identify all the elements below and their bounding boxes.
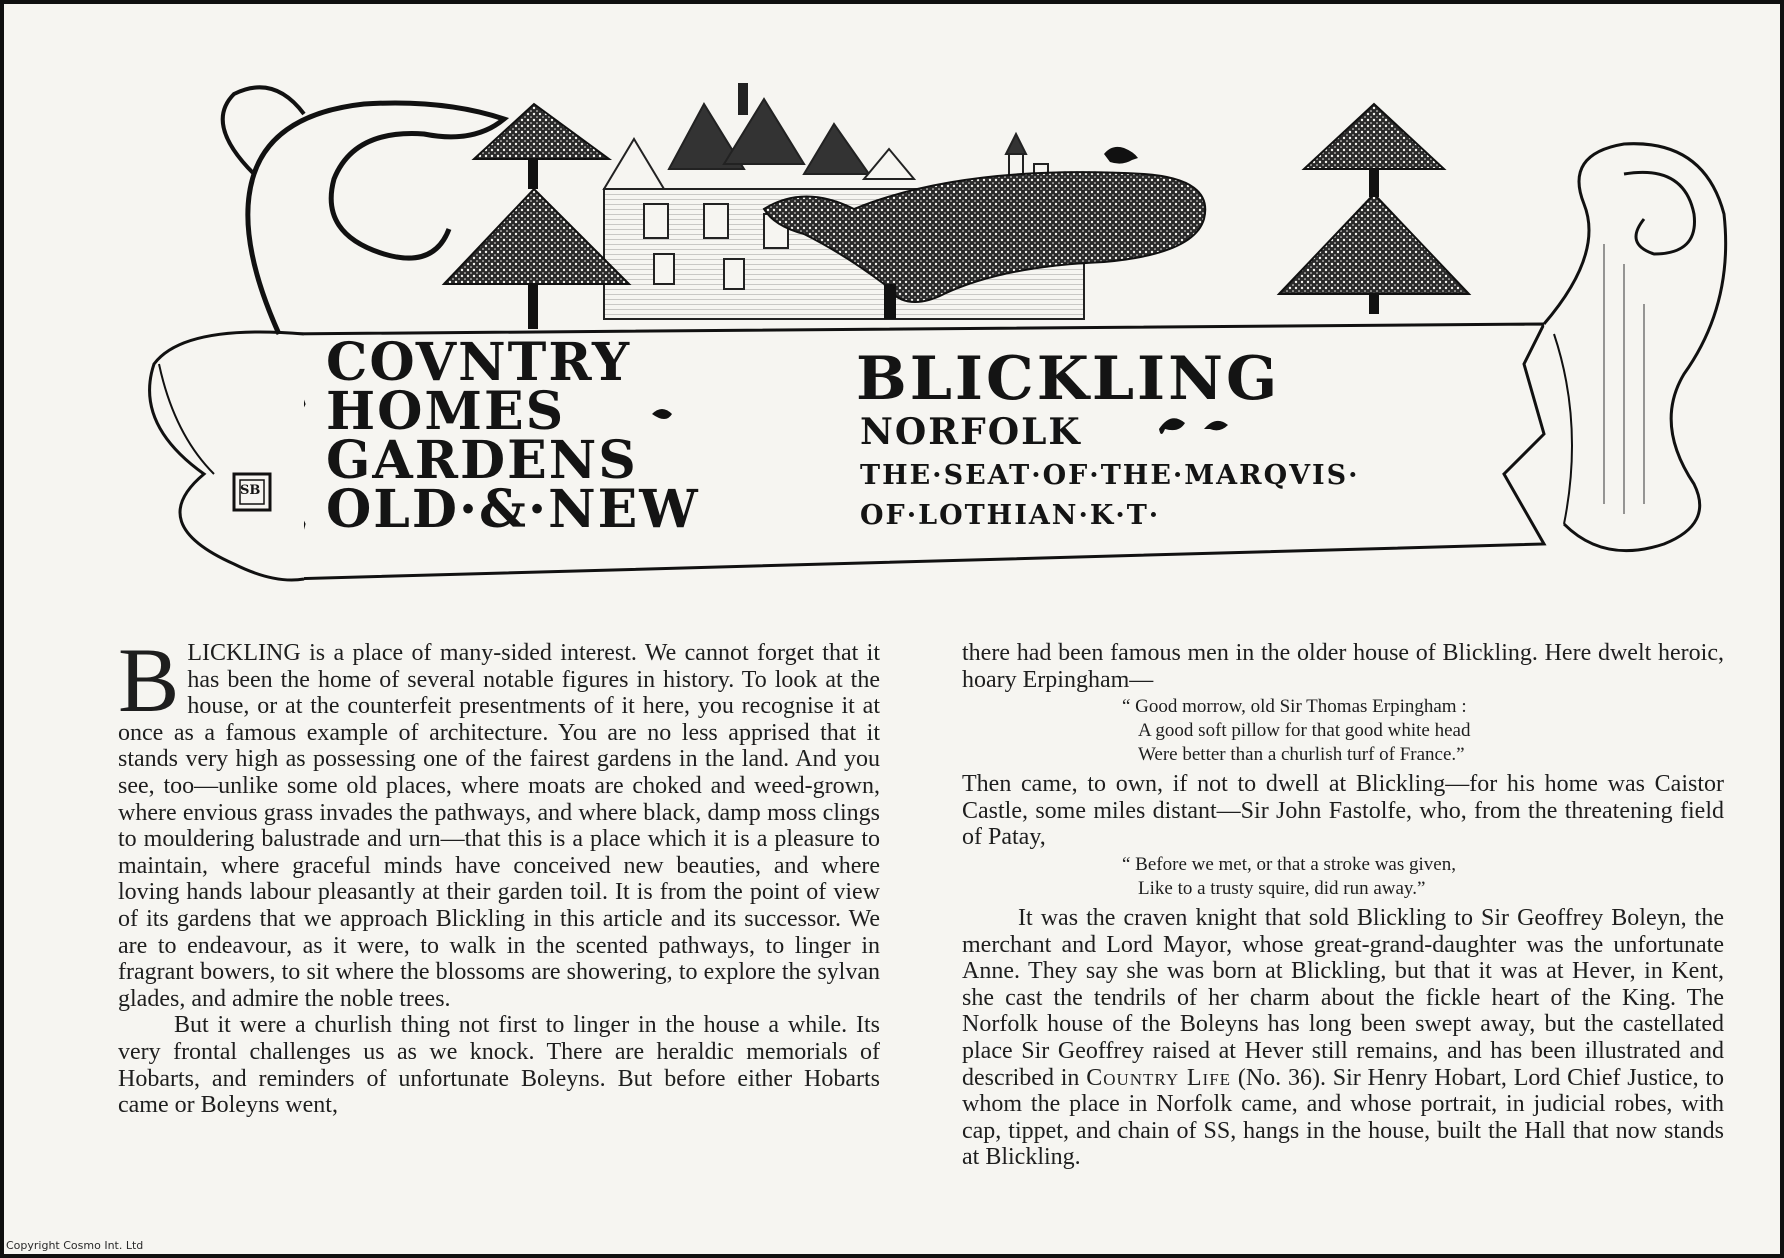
paragraph-text: (No. 36). Sir Henry Hobart, Lord Chief Justice, to whom the place in Norfolk came, and whose portrait, in judicial robes, with cap, tippet, and chain of SS, hangs in the house, built the Hall that now stands at Blickling. bbox=[962, 1064, 1725, 1171]
article-seat bbox=[860, 456, 1360, 536]
body-paragraph bbox=[962, 905, 1724, 1171]
verse-line: Were better than a churlish turf of France.” bbox=[1138, 744, 1465, 766]
right-column bbox=[962, 640, 1724, 1171]
topiary-tree-right bbox=[1279, 104, 1469, 314]
magazine-page bbox=[4, 4, 1780, 1254]
topiary-tree-left bbox=[444, 104, 629, 329]
left-column bbox=[118, 629, 880, 1119]
verse-line: A good soft pillow for that good white head bbox=[1138, 720, 1471, 742]
verse-line: “ Good morrow, old Sir Thomas Erpingham : bbox=[1122, 696, 1467, 718]
article-title: BLICKLING bbox=[856, 344, 1281, 414]
magazine-name: Country Life bbox=[1086, 1064, 1232, 1091]
seat-line: OF·LOTHIAN·K·T· bbox=[860, 500, 1161, 531]
verse-line: Like to a trusty squire, did run away.” bbox=[1138, 877, 1426, 899]
verse-line: “ Before we met, or that a stroke was given, bbox=[1122, 853, 1456, 875]
drop-cap: B bbox=[118, 629, 180, 731]
body-paragraph: there had been famous men in the older house of Blickling. Here dwelt heroic, hoary Erpingham— bbox=[962, 640, 1724, 693]
seat-line: THE·SEAT·OF·THE·MARQVIS· bbox=[860, 460, 1360, 491]
series-line: OLD·&·NEW bbox=[326, 479, 700, 540]
verse-quote bbox=[1122, 853, 1724, 901]
series-title bbox=[326, 332, 700, 540]
verse-quote bbox=[1122, 695, 1724, 767]
series-line: COVNTRY bbox=[326, 332, 632, 393]
article-subtitle: NORFOLK bbox=[860, 411, 1082, 453]
body-paragraph: Then came, to own, if not to dwell at Blickling—for his home was Caistor Castle, some miles distant—Sir John Fastolfe, who, from the threatening field of Patay, bbox=[962, 771, 1724, 851]
copyright-notice: Copyright Cosmo Int. Ltd bbox=[6, 1239, 144, 1252]
series-line: HOMES bbox=[326, 381, 566, 442]
body-paragraph: But it were a churlish thing not first to linger in the house a while. Its very frontal challenges us as we knock. There are heraldic memorials of Hobarts, and reminders of unfortunate Boleyns. But before either Hobarts came or Boleyns went, bbox=[118, 1012, 880, 1119]
body-paragraph bbox=[118, 629, 880, 1012]
series-line: GARDENS bbox=[326, 430, 638, 491]
paragraph-text: LICKLING is a place of many-sided interest. We cannot forget that it has been the home of several notable figures in history. To look at the house, or at the counterfeit presentments of it here, you recognise it at once as a famous example of architecture. You are no less apprised that it stands very high as possessing one of the fairest gardens in the land. And you see, too—unlike some old places, where moats are choked and weed-grown, where envious grass invades the pathways, and where black, damp moss clings to mouldering balustrade and urn—that this is a place which it is a pleasure to maintain, where graceful minds have conceived new beauties, and where loving hands labour pleasantly at their garden toil. It is from the point of view of its gardens that we approach Blickling in this article and its successor. We are to endeavour, as it were, to walk in the scented pathways, to linger in fragrant bowers, to sit where the blossoms are showering, to explore the sylvan glades, and admire the noble trees. bbox=[118, 640, 880, 1012]
paragraph-text: It was the craven knight that sold Blickling to Sir Geoffrey Boleyn, the merchant and Lord Mayor, whose great-grand-daughter was the unfortunate Anne. They say she was born at Blickling, but that it was at Hever, in Kent, she cast the tendrils of her charm about the fickle heart of the King. The Norfolk house of the Boleyns has long been swept away, but the castellated place Sir Geoffrey raised at Hever still remains, and has been illustrated and described in bbox=[962, 904, 1724, 1091]
monogram-label: SB bbox=[240, 483, 261, 498]
